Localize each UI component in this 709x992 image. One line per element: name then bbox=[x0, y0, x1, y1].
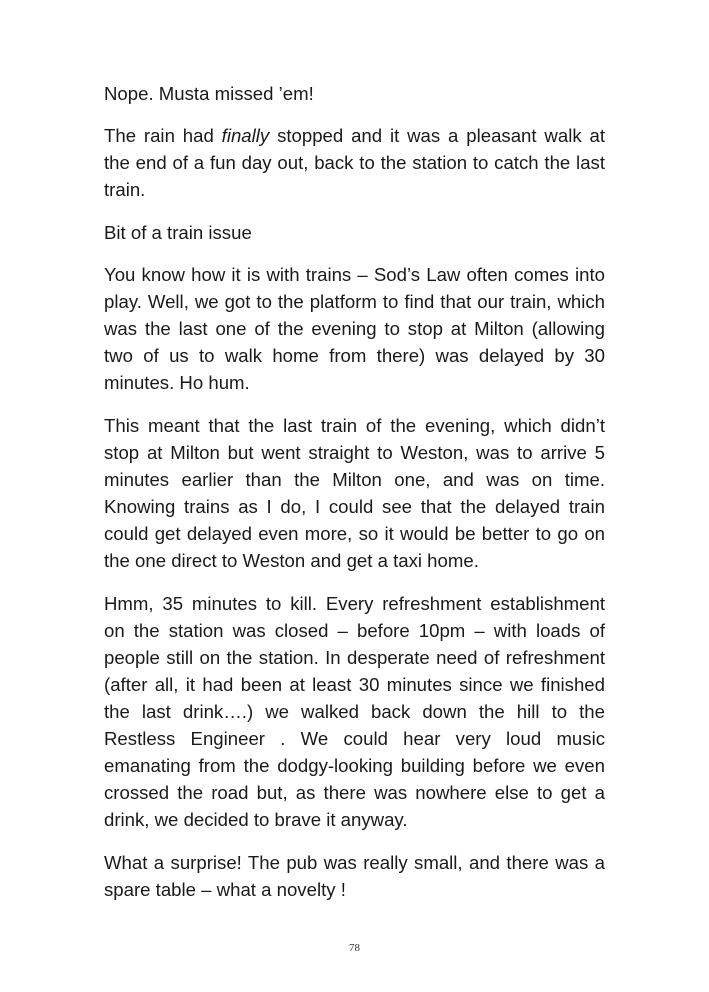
emphasis-finally: finally bbox=[221, 125, 270, 146]
paragraph-last-train: This meant that the last train of the evening, which didn’t stop at Milton but went straight to Weston, was to arrive 5 minutes earlier than the Milton one, and was on time. Knowing trains as I do, I could see that the delayed train could get delayed even more, so it would be better to go on the one direct to Weston and get a taxi home. bbox=[104, 415, 605, 571]
paragraph-trains: You know how it is with trains – Sod’s Law often comes into play. Well, we got to the platform to find that our train, which was the last one of the evening to stop at Milton (allowing two of us to walk home from there) was delayed by 30 minutes. Ho hum. bbox=[104, 264, 605, 393]
page-body bbox=[104, 80, 605, 919]
rain-text-start: The rain had bbox=[104, 125, 222, 146]
paragraph-refreshment: Hmm, 35 minutes to kill. Every refreshment establishment on the station was closed – before 10pm – with loads of people still on the station. In desperate need of refreshment (after all, it had been at least 30 minutes since we finished the last drink….) we walked back down the hill to the Restless Engineer . We could hear very loud music emanating from the dodgy-looking building before we even crossed the road but, as there was nowhere else to get a drink, we decided to brave it anyway. bbox=[104, 593, 605, 830]
section-heading-train-issue: Bit of a train issue bbox=[104, 222, 252, 243]
page-number: 78 bbox=[349, 942, 360, 954]
paragraph-nope: Nope. Musta missed ’em! bbox=[104, 83, 314, 104]
paragraph-pub-surprise: What a surprise! The pub was really small, and there was a spare table – what a novelty ! bbox=[104, 852, 605, 900]
rain-text-end: stopped and it was a pleasant walk at the end of a fun day out, back to the station to catch the last train. bbox=[104, 125, 605, 200]
paragraph-rain bbox=[104, 122, 605, 203]
